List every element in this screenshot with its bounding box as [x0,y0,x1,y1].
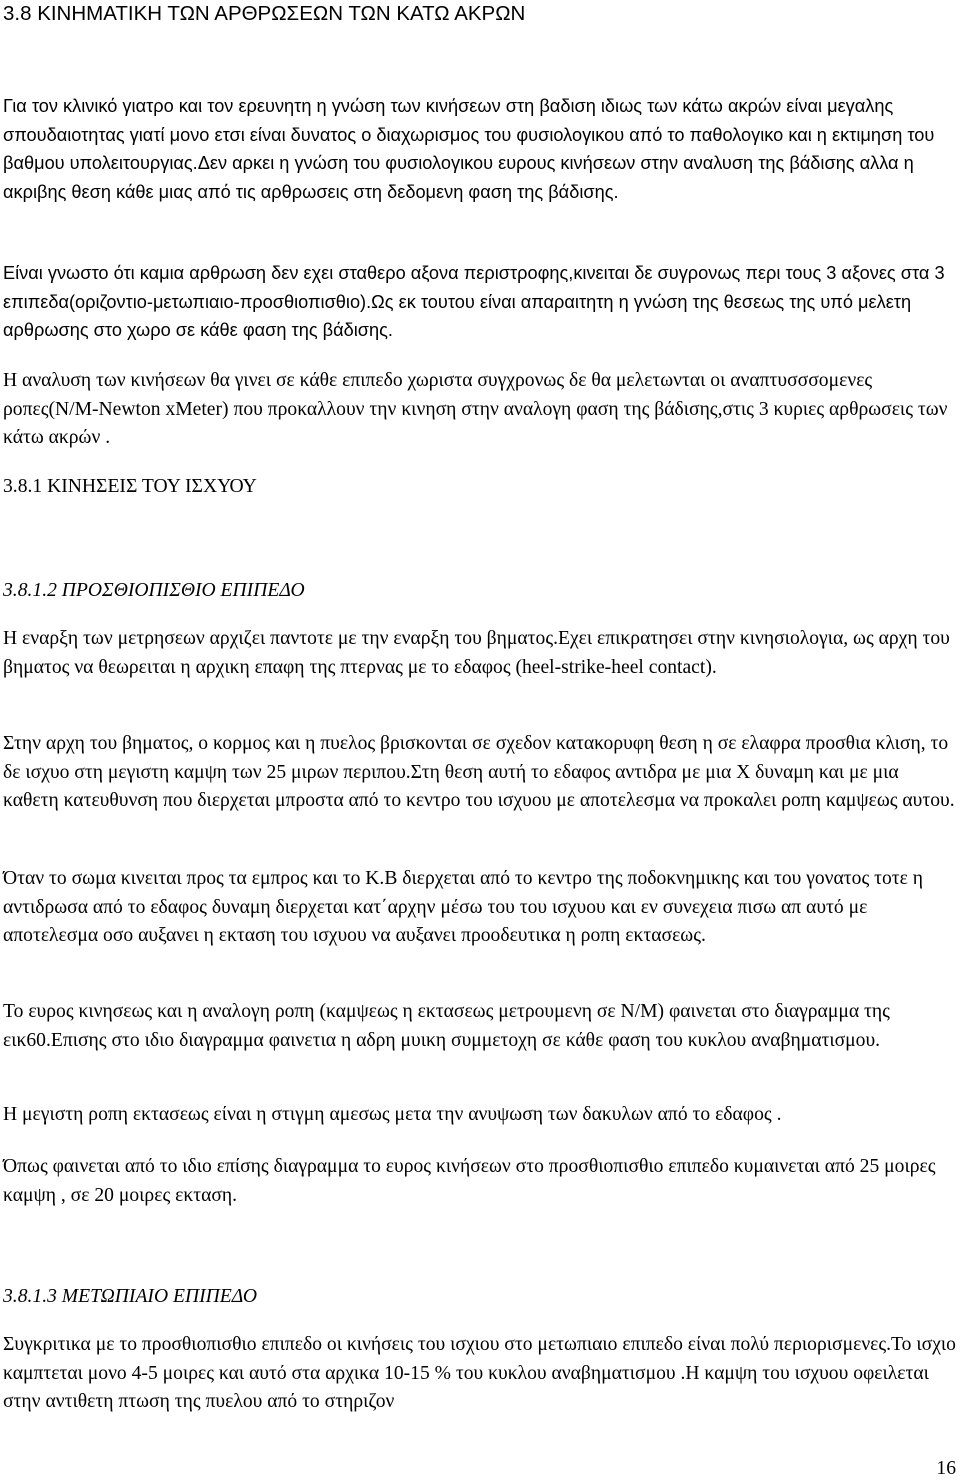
sagittal-paragraph-5: Η μεγιστη ροπη εκτασεως είναι η στιγμη αμεσως μετα την ανυψωση των δακυλων από το εδαφος . [3,1104,782,1125]
sagittal-paragraph-3: Όταν το σωμα κινειται προς τα εμπρος και το Κ.Β διερχεται από το κεντρο της ποδοκνημικης και του γονατος τοτε η αντιδρωσα από το εδαφος δυναμη διερχεται κατ΄αρχην μέσω του του ισχυου και εν συνεχεια πισω απ αυτό με αποτελεσμα οσο αυξανει η εκταση του ισχυου να αυξανει προοδευτικα η ροπη εκτασεως. [3,868,924,946]
frontal-paragraph: Συγκριτικα με το προσθιοπισθιο επιπεδο οι κινήσεις του ισχιου στο μετωπιαιο επιπεδο είναι πολύ περιορισμενες.Το ισχιο καμπτεται μονο 4-5 μοιρες και αυτό στα αρχικα 10-15 % του κυκλου αναβηματισμου .Η καμψη του ισχυου οφειλεται στην αντιθετη πτωση της πυελου από το στηριζον [3,1334,956,1412]
sagittal-paragraph-4: Το ευρος κινησεως και η αναλογη ροπη (καμψεως η εκτασεως μετρουμενη σε Ν/Μ) φαινεται στο διαγραμμα της εικ60.Επισης στο ιδιο διαγραμμα φαινετια η αδρη μυικη συμμετοχη σε κάθε φαση του κυκλου αναβηματισμου. [3,1001,890,1051]
sagittal-paragraph-1: Η εναρξη των μετρησεων αρχιζει παντοτε με την εναρξη του βηματος.Εχει επικρατησει στην κινησιολογια, ως αρχη του βηματος να θεωρειται η αρχικη επαφη της πτερνας με το εδαφος (heel-strike-heel contact). [3,628,950,678]
sagittal-paragraph-6: Όπως φαινεται από το ιδιο επίσης διαγραμμα το ευρος κινήσεων στο προσθιοπισθιο επιπεδο κυμαινεται από 25 μοιρες καμψη , σε 20 μοιρες εκταση. [3,1156,936,1206]
sagittal-plane-title: 3.8.1.2 ΠΡΟΣΘΙΟΠΙΣΘΙΟ ΕΠΙΠΕΔΟ [3,580,305,601]
intro-paragraph-2: Είναι γνωστο ότι καμια αρθρωση δεν εχει σταθερο αξονα περιστροφης,κινειται δε συγρονως περι τους 3 αξονες στα 3 επιπεδα(οριζοντιο-μετωπιαιο-προσθιοπισθιο).Ως εκ τουτου είναι απαραιτητη η γνώση της θεσεως της υπό μελετη αρθρωσης στο χωρο σε κάθε φαση της βάδισης. [3,263,945,340]
intro-paragraph-1: Για τον κλινικό γιατρο και τον ερευνητη η γνώση των κινήσεων στη βαδιση ιδιως των κάτω ακρών είναι μεγαλης σπουδαιοτητας γιατί μονο ετσι είναι δυνατος ο διαχωρισμος του φυσιολογικου από το παθολογικο και η εκτιμηση του βαθμου υπολειτουργιας.Δεν αρκει η γνώση του φυσιολογικου ευρους κινήσεων στην αναλυση της βάδισης αλλα η ακριβης θεση κάθε μιας από τις αρθρωσεις στη δεδομενη φαση της βάδισης. [3,96,935,202]
page-number: 16 [936,1458,956,1479]
analysis-paragraph: Η αναλυση των κινήσεων θα γινει σε κάθε επιπεδο χωριστα συγχρονως δε θα μελετωνται οι αναπτυσσσομενες ροπες(N/M-Newton xMeter) που προκαλλουν την κινηση στην αναλογη φαση της βάδισης,στις 3 κυριες αρθρωσεις των κάτω ακρών . [3,370,948,448]
frontal-plane-title: 3.8.1.3 ΜΕΤΩΠΙΑΙΟ ΕΠΙΠΕΔΟ [3,1286,258,1307]
subsection-title: 3.8.1 ΚΙΝΗΣΕΙΣ ΤΟΥ ΙΣΧΥΟΥ [3,476,257,497]
section-title: 3.8 ΚΙΝΗΜΑΤΙΚΗ ΤΩΝ ΑΡΘΡΩΣΕΩΝ ΤΩΝ ΚΑΤΩ ΑΚΡΩΝ [3,2,526,25]
sagittal-paragraph-2: Στην αρχη του βηματος, ο κορμος και η πυελος βρισκονται σε σχεδον κατακορυφη θεση η σε ελαφρα προσθια κλιση, το δε ισχυο στη μεγιστη καμψη των 25 μιρων περιπου.Στη θεση αυτή το εδαφος αντιδρα με μια Χ δυναμη και με μια καθετη κατευθυνση που διερχεται μπροστα από το κεντρο του ισχυου με αποτελεσμα να προκαλει ροπη καμψεως αυτου. [3,733,955,811]
